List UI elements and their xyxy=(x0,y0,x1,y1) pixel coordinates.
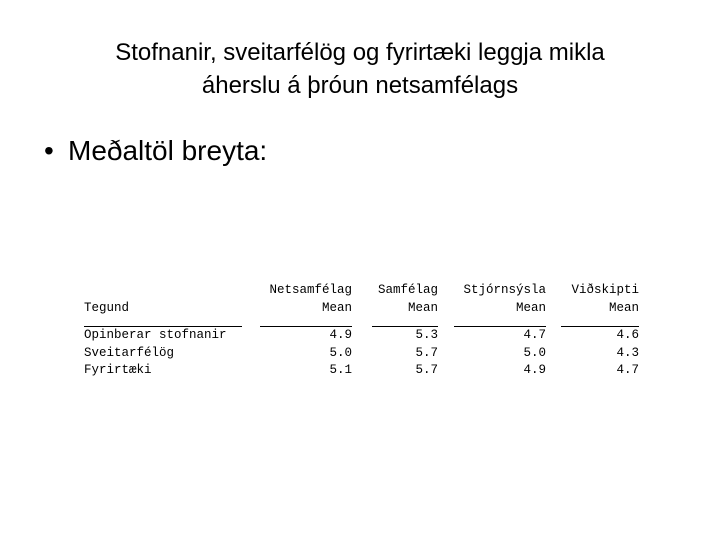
slide-title xyxy=(40,36,680,102)
table-row xyxy=(84,345,639,363)
bullet-item xyxy=(44,134,267,168)
row-header-tegund: Tegund xyxy=(84,300,130,315)
header-samfelag: Samfélag xyxy=(377,283,438,297)
rule-line xyxy=(454,317,546,327)
table-rule-row xyxy=(84,317,639,327)
table-group-header-row xyxy=(84,282,639,300)
title-line-2: áherslu á þróun netsamfélags xyxy=(201,72,519,99)
row-type-label: Sveitarfélög xyxy=(84,345,175,360)
value-cell: 4.7 xyxy=(616,363,639,377)
table-row xyxy=(84,327,639,345)
value-cell: 5.3 xyxy=(415,328,438,342)
rule-line xyxy=(260,317,352,327)
rule-line xyxy=(84,317,242,327)
header-netsamfelag: Netsamfélag xyxy=(269,283,352,297)
value-cell: 5.1 xyxy=(329,363,352,377)
stat-label-samfelag: Mean xyxy=(407,300,438,315)
value-cell: 5.0 xyxy=(329,345,352,360)
table-row xyxy=(84,362,639,380)
header-stjornsysla: Stjórnsýsla xyxy=(463,283,546,297)
value-cell: 4.6 xyxy=(616,328,639,342)
row-type-label: Fyrirtæki xyxy=(84,363,152,377)
value-cell: 4.3 xyxy=(616,345,639,360)
header-vidskipti: Viðskipti xyxy=(571,283,639,297)
rule-line xyxy=(372,317,438,327)
title-line-1: Stofnanir, sveitarfélög og fyrirtæki leggja mikla xyxy=(115,39,605,66)
value-cell: 4.9 xyxy=(523,363,546,377)
value-cell: 4.9 xyxy=(329,328,352,342)
bullet-dot: • xyxy=(44,135,54,166)
stat-label-vidskipti: Mean xyxy=(608,300,639,315)
stat-label-stjornsysla: Mean xyxy=(515,300,546,315)
table-stat-header-row xyxy=(84,300,639,318)
value-cell: 5.0 xyxy=(523,345,546,360)
empty-header-cell xyxy=(84,282,256,300)
means-table xyxy=(84,282,639,380)
value-cell: 5.7 xyxy=(415,345,438,360)
bullet-text: Meðaltöl breyta: xyxy=(68,135,268,166)
stat-label-netsamfelag: Mean xyxy=(321,300,352,315)
rule-line xyxy=(561,317,639,327)
value-cell: 5.7 xyxy=(415,363,438,377)
row-type-label: Opinberar stofnanir xyxy=(84,328,227,342)
value-cell: 4.7 xyxy=(523,328,546,342)
